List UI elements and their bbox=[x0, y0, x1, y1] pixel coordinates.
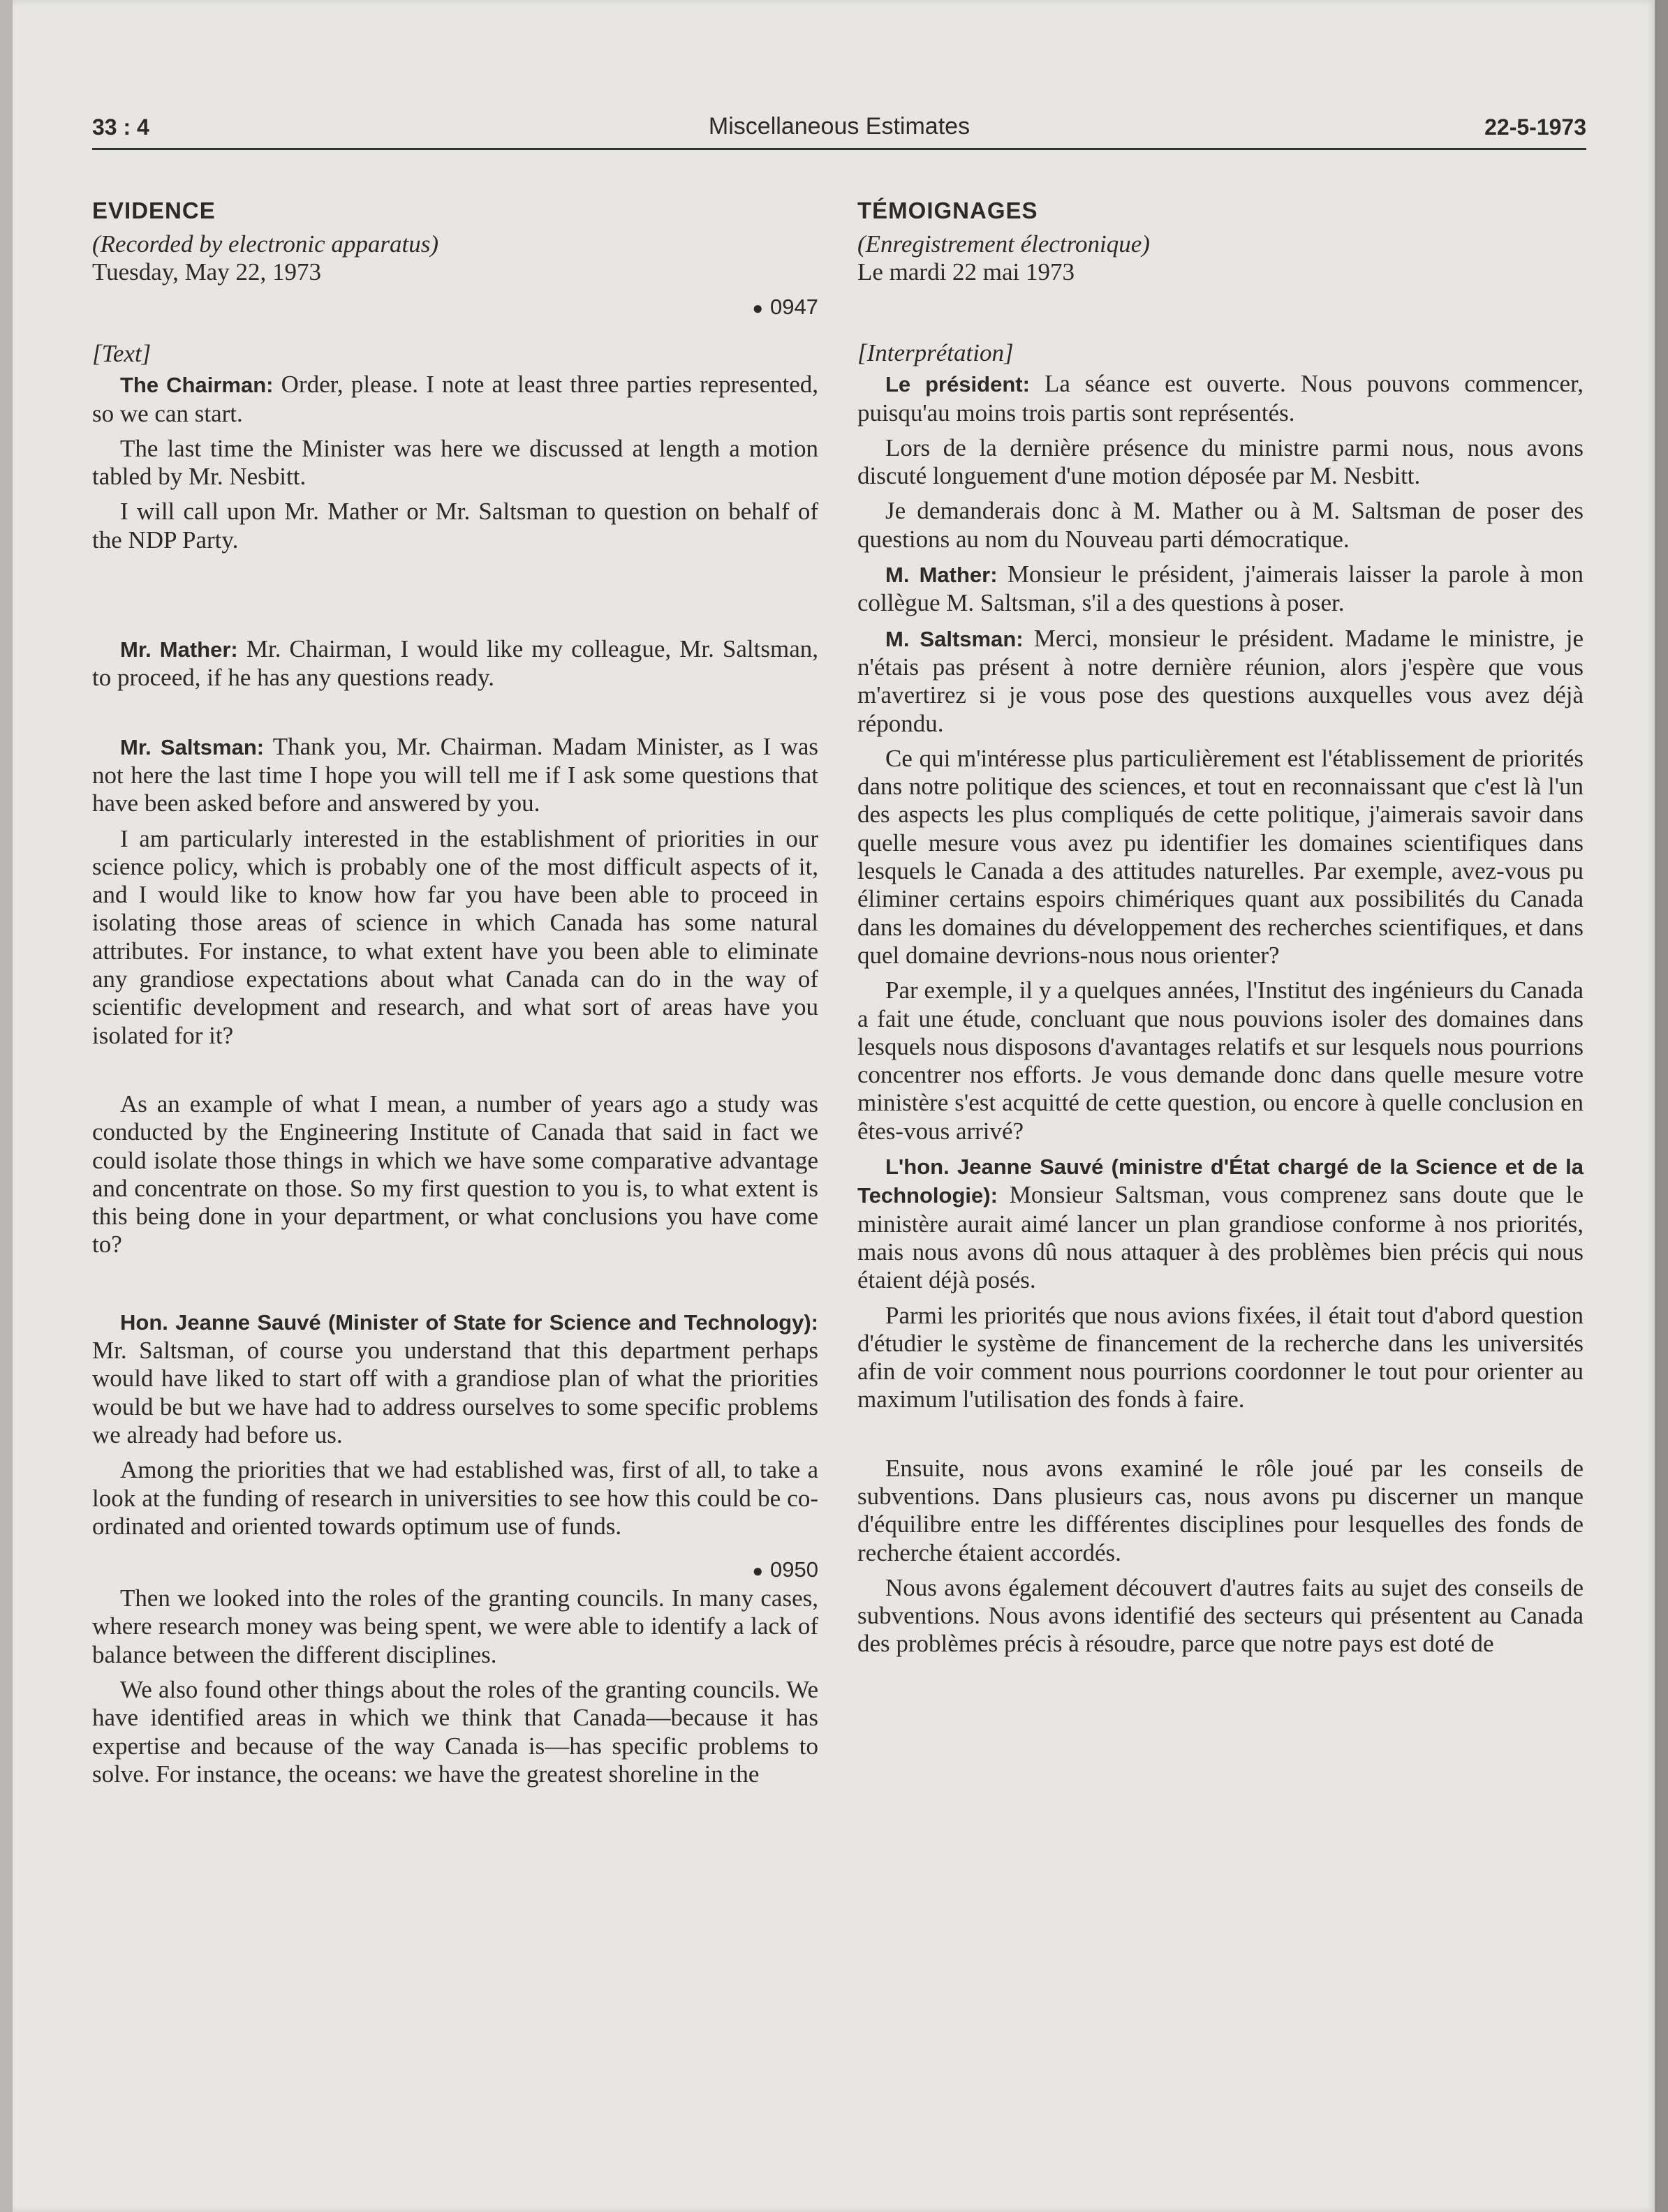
paragraph bbox=[92, 635, 818, 692]
section-heading: EVIDENCE bbox=[92, 198, 216, 223]
paragraph: We also found other things about the roles of the granting councils. We have identified areas in which we think that Canada—because it has expertise and because of the way Canada is—has specific problems to solve. For instance, the oceans: we have the greatest shoreline in the bbox=[92, 1675, 818, 1788]
paragraph: Je demanderais donc à M. Mather ou à M. Saltsman de poser des questions au nom du Nouveau parti démocratique. bbox=[857, 497, 1584, 553]
section-subheading: (Enregistrement électronique) bbox=[857, 230, 1150, 258]
time-value: 0947 bbox=[770, 295, 818, 319]
running-title: Miscellaneous Estimates bbox=[708, 113, 970, 140]
paragraph bbox=[857, 561, 1584, 618]
sitting-date: Tuesday, May 22, 1973 bbox=[92, 258, 321, 285]
time-marker bbox=[92, 293, 818, 322]
paragraph-text: Order, please. I note at least three parties represented, so we can start. bbox=[92, 371, 819, 427]
paragraph-text: Mr. Chairman, I would like my colleague, Mr. Saltsman, to proceed, if he has any questions ready. bbox=[92, 635, 819, 692]
paragraph bbox=[92, 1308, 818, 1449]
section-subheading: (Recorded by electronic apparatus) bbox=[92, 230, 438, 258]
paragraph: I will call upon Mr. Mather or Mr. Saltsman to question on behalf of the NDP Party. bbox=[92, 498, 818, 554]
speaker-name: L'hon. Jeanne Sauvé (ministre d'État chargé de la Science et de la Technologie): bbox=[857, 1155, 1584, 1208]
header-date: 22-5-1973 bbox=[1484, 114, 1586, 140]
speaker-name: The Chairman: bbox=[120, 373, 274, 398]
paragraph: The last time the Minister was here we discussed at length a motion tabled by Mr. Nesbitt. bbox=[92, 434, 818, 491]
speaker-name: M. Saltsman: bbox=[885, 626, 1024, 651]
bullet-icon: ● bbox=[752, 297, 764, 318]
paragraph-text: Monsieur Saltsman, vous comprenez sans doute que le ministère aurait aimé lancer un plan grandiose conforme à nos priorités, mais nous avons dû nous attaquer à des problèmes bien précis qui nous étaient déjà posés. bbox=[857, 1181, 1584, 1294]
language-note: [Interprétation] bbox=[857, 339, 1014, 366]
paragraph bbox=[92, 733, 818, 818]
time-marker bbox=[92, 1556, 818, 1584]
paragraph bbox=[857, 370, 1584, 427]
paragraph-text: Monsieur le président, j'aimerais laisser la parole à mon collègue M. Saltsman, s'il a des questions à poser. bbox=[857, 561, 1584, 617]
page-number: 33 : 4 bbox=[92, 114, 149, 140]
paragraph bbox=[857, 625, 1584, 738]
paragraph: Nous avons également découvert d'autres faits au sujet des conseils de subventions. Nous avons identifié des secteurs qui présentent au Canada des problèmes précis à résoudre, parce que notre pays est doté de bbox=[857, 1573, 1584, 1658]
paragraph: Ensuite, nous avons examiné le rôle joué par les conseils de subventions. Dans plusieurs cas, nous avons pu discerner un manque d'équilibre entre les différentes disciplines pour lesquelles des fonds de recherche étaient accordés. bbox=[857, 1454, 1584, 1566]
language-note: [Text] bbox=[92, 340, 152, 367]
paragraph: Ce qui m'intéresse plus particulièrement est l'établissement de priorités dans notre politique des sciences, et tout en reconnaissant que c'est là l'un des aspects les plus compliqués de cette politique, j'aimerais savoir dans quelle mesure vous avez pu identifier les domaines scientifiques dans lesquels le Canada a des attitudes naturelles. Par exemple, avez-vous pu éliminer certains espoirs chimériques quant aux possibilités du Canada dans les domaines du développement des recherches scientifiques, et dans quel domaine devrions-nous nous orienter? bbox=[857, 744, 1584, 969]
paragraph: Among the priorities that we had established was, first of all, to take a look at the funding of research in universities to see how this could be co-ordinated and oriented towards optimum use of funds. bbox=[92, 1456, 818, 1540]
speaker-name: Mr. Mather: bbox=[120, 637, 238, 662]
paragraph-text: Thank you, Mr. Chairman. Madam Minister, as I was not here the last time I hope you will tell me if I ask some questions that have been asked before and answered by you. bbox=[92, 732, 818, 817]
time-value: 0950 bbox=[770, 1557, 818, 1582]
paragraph-text: Merci, monsieur le président. Madame le ministre, je n'étais pas présent à notre dernière réunion, alors j'espère que vous m'avertirez si je vous pose des questions auxquelles vous avez déjà répondu. bbox=[857, 624, 1584, 737]
paragraph-text: Mr. Saltsman, of course you understand that this department perhaps would have liked to start off with a grandiose plan of what the priorities would be but we have had to address ourselves to some specific problems we already had before us. bbox=[92, 1337, 818, 1448]
speaker-name: M. Mather: bbox=[885, 563, 998, 588]
paragraph-text: La séance est ouverte. Nous pouvons commencer, puisqu'au moins trois partis sont représentés. bbox=[857, 370, 1584, 426]
paragraph: I am particularly interested in the establishment of priorities in our science policy, which is probably one of the most difficult aspects of it, and I would like to know how far you have been able to proceed in isolating those areas of science in which Canada has some natural attributes. For instance, to what extent have you been able to eliminate any grandiose expectations about what Canada can do in the way of scientific development and research, and what sort of areas have you isolated for it? bbox=[92, 824, 818, 1049]
bullet-icon: ● bbox=[752, 1560, 764, 1582]
speaker-name: Hon. Jeanne Sauvé (Minister of State for Science and Technology): bbox=[120, 1309, 818, 1335]
sitting-date: Le mardi 22 mai 1973 bbox=[857, 258, 1075, 285]
french-column bbox=[857, 197, 1584, 1665]
paragraph: As an example of what I mean, a number of years ago a study was conducted by the Engineering Institute of Canada that said in fact we could isolate those things in which we have some comparative advantage and concentrate on those. So my first question to you is, to what extent is this being done in your department, or what conclusions you have come to? bbox=[92, 1090, 818, 1259]
paragraph: Par exemple, il y a quelques années, l'Institut des ingénieurs du Canada a fait une étude, concluant que nous pouvions isoler des domaines dans lesquels nous disposons d'avantages relatifs et sur lesquels nous pourrions concentrer nos efforts. Je vous demande donc dans quelle mesure votre ministère s'est acquitté de cette question, ou encore à quelle conclusion en êtes-vous arrivé? bbox=[857, 977, 1584, 1145]
speaker-name: Le président: bbox=[885, 372, 1030, 397]
paragraph bbox=[857, 1152, 1584, 1294]
english-column bbox=[92, 197, 818, 1795]
section-heading: TÉMOIGNAGES bbox=[857, 198, 1038, 223]
paragraph: Then we looked into the roles of the granting councils. In many cases, where research money was being spent, we were able to identify a lack of balance between the different disciplines. bbox=[92, 1584, 818, 1668]
binding-edge bbox=[1655, 0, 1668, 2212]
speaker-name: Mr. Saltsman: bbox=[120, 734, 265, 759]
paragraph: Lors de la dernière présence du ministre parmi nous, nous avons discuté longuement d'une motion déposée par M. Nesbitt. bbox=[857, 433, 1584, 490]
page-header bbox=[92, 109, 1586, 150]
paragraph bbox=[92, 371, 818, 428]
paragraph: Parmi les priorités que nous avions fixées, il était tout d'abord question d'étudier le système de financement de la recherche dans les universités afin de voir comment nous pourrions coordonner le tout pour orienter au maximum l'utilisation des fonds à faire. bbox=[857, 1301, 1584, 1413]
